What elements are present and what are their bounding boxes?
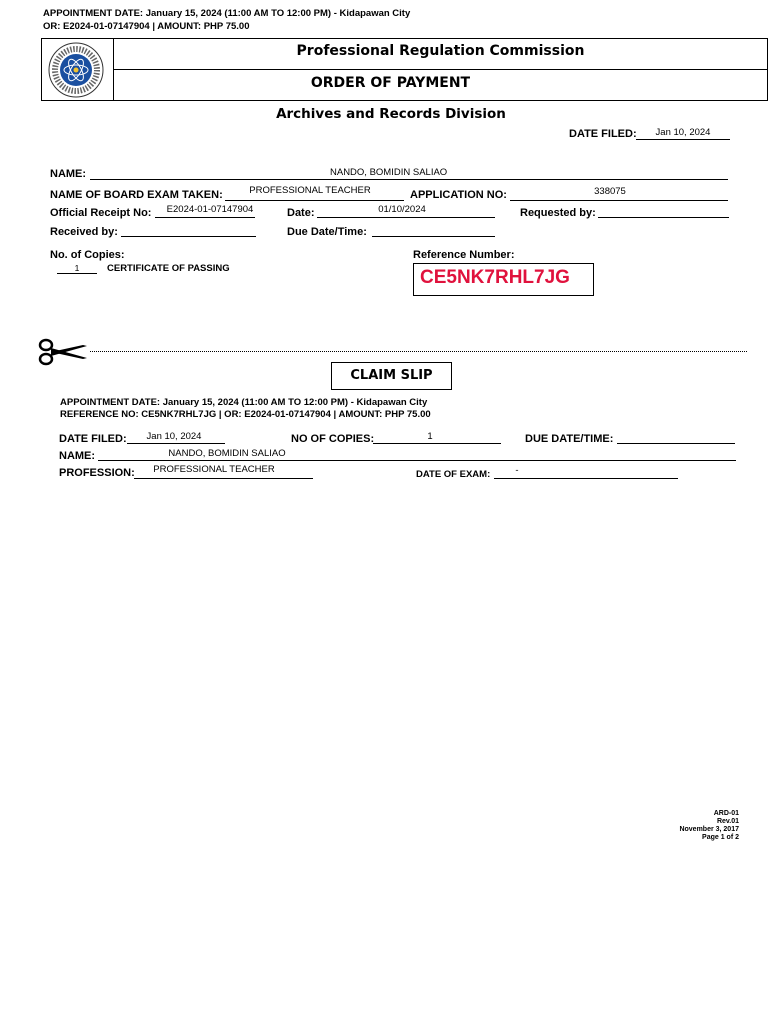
claim-date-filed-value: Jan 10, 2024 (146, 431, 202, 442)
title-box-hdivider (113, 69, 768, 70)
or-no-label: Official Receipt No: (50, 207, 152, 219)
requested-by-label: Requested by: (520, 207, 596, 219)
prc-seal-icon (48, 42, 104, 98)
claim-slip-title: CLAIM SLIP (331, 362, 452, 390)
copies-line (57, 273, 97, 274)
board-exam-line (225, 200, 404, 201)
claim-profession-label: PROFESSION: (59, 467, 135, 479)
application-no-line (510, 200, 728, 201)
copies-label: No. of Copies: (50, 249, 125, 261)
date-value: 01/10/2024 (378, 204, 426, 215)
scissors-icon (37, 338, 89, 366)
reference-label: Reference Number: (413, 249, 515, 261)
claim-profession-value: PROFESSIONAL TEACHER (153, 464, 275, 475)
reference-box (413, 263, 594, 296)
header-appointment: APPOINTMENT DATE: January 15, 2024 (11:00 AM TO 12:00 PM) - Kidapawan City (43, 8, 411, 19)
claim-exam-value: - (515, 465, 519, 476)
claim-profession-line (134, 478, 313, 479)
date-filed-label: DATE FILED: (569, 128, 637, 140)
claim-name-line (98, 460, 736, 461)
name-value: NANDO, BOMIDIN SALIAO (330, 167, 448, 178)
requested-by-line (598, 217, 729, 218)
form-title: ORDER OF PAYMENT (310, 75, 471, 91)
due-line (372, 236, 495, 237)
division-title: Archives and Records Division (276, 106, 506, 122)
claim-copies-line (373, 443, 501, 444)
claim-due-label: DUE DATE/TIME: (525, 433, 614, 445)
application-no-label: APPLICATION NO: (410, 189, 507, 201)
header-or-amount: OR: E2024-01-07147904 | AMOUNT: PHP 75.00 (43, 21, 250, 32)
or-no-line (155, 217, 255, 218)
date-label: Date: (287, 207, 315, 219)
name-line (90, 179, 728, 180)
claim-name-value: NANDO, BOMIDIN SALIAO (168, 448, 286, 459)
board-exam-label: NAME OF BOARD EXAM TAKEN: (50, 189, 223, 201)
claim-due-line (617, 443, 735, 444)
board-exam-value: PROFESSIONAL TEACHER (249, 185, 371, 196)
form-footer (600, 810, 739, 842)
claim-appointment: APPOINTMENT DATE: January 15, 2024 (11:00 AM TO 12:00 PM) - Kidapawan City (60, 397, 428, 408)
document-requested: CERTIFICATE OF PASSING (107, 263, 230, 274)
claim-reference-line: REFERENCE NO: CE5NK7RHL7JG | OR: E2024-01-07147904 | AMOUNT: PHP 75.00 (60, 409, 431, 420)
claim-name-label: NAME: (59, 450, 96, 462)
claim-copies-value: 1 (427, 431, 433, 442)
form-code: ARD-01 (713, 810, 739, 817)
reference-number: CE5NK7RHL7JG (420, 267, 570, 288)
or-no-value: E2024-01-07147904 (166, 204, 254, 215)
application-no-value: 338075 (594, 186, 626, 197)
claim-date-filed-label: DATE FILED: (59, 433, 127, 445)
page-indicator: Page 1 of 2 (702, 834, 739, 841)
form-revision: Rev.01 (716, 818, 739, 825)
received-by-line (121, 236, 256, 237)
due-label: Due Date/Time: (287, 226, 367, 238)
name-label: NAME: (50, 168, 87, 180)
claim-exam-line (494, 478, 678, 479)
form-revision-date: November 3, 2017 (679, 826, 739, 833)
received-by-label: Received by: (50, 226, 118, 238)
date-filed-value: Jan 10, 2024 (655, 127, 711, 138)
claim-exam-label: DATE OF EXAM: (416, 469, 491, 480)
claim-date-filed-line (127, 443, 225, 444)
cut-line (90, 351, 747, 352)
date-filed-line (636, 139, 730, 140)
claim-copies-label: NO OF COPIES: (291, 433, 375, 445)
date-line (317, 217, 495, 218)
agency-name: Professional Regulation Commission (296, 43, 585, 59)
copies-value: 1 (74, 263, 80, 273)
